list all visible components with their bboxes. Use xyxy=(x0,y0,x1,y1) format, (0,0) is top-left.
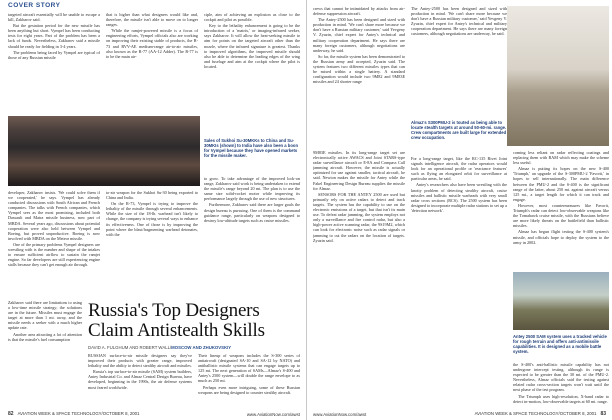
paragraph: SENSORS FOR THE ANTEY 2500 are used but primarily rely on active radars to detect and track targets. The system has the capability to use on the electronic emissions of a target, but that isn't its main use. To defeat radar jamming, the system employs not only a surveillance and fire control radar, but also a high-power active scanning radar, the 9S19M2, which can look for electronic noise such as radar signals or jamming to cut the radars on the location of targets. Zyuzin said. xyxy=(313,191,405,243)
right-col2b xyxy=(411,156,507,404)
page-number: 83 xyxy=(600,411,606,417)
paragraph: 9M83E missiles. In its long-range target set are electronically active AWACS and Joint STARS-type radar surveillance aircraft or E-8A and Compass Call jamming aircraft. However, the missile is actually optimized for use against smaller, tactical aircraft, he said. Newton makes the missile for Antey while the Fakel Engineering Design Bureau supplies the missile for Almaz. xyxy=(313,150,405,191)
right-page xyxy=(306,0,612,420)
left-col2-top xyxy=(106,12,198,114)
paragraph: coming less reliant on radar reflecting coatings and replacing them with RAM which may make the scheme less useful. xyxy=(513,150,609,166)
paragraph: The Antey-2500 has been designed and sized with production in mind. 'We can't share more because we don't have a Russian military customer,' said Yevgeny V. Zyuzin, chief expert for Antey's technical and military cooperation department. He says there are many foreign customers, although negotiations are underway, he said. xyxy=(411,6,507,37)
paragraph: to-air weapon for the Sukhoi Su-30 being exported to China and India. xyxy=(106,190,198,201)
paragraph: Zakharov said there are limitations to using a low-time missile strategy; the solutions are in the future. Missiles must engage the target at more than 1 mi. away, and the missile needs a seeker with a much higher update rate. xyxy=(8,300,82,331)
left-col1-mid xyxy=(8,190,100,298)
paragraph: that is higher than what designers would like and, therefore, the missile isn't able to move on to longer ranges. xyxy=(106,12,198,28)
paragraph: developer, Zakharov insists. 'We could solve them if we cooperated,' he says. Vympel has already conducted discussions with South African and French companies. The talks with French companies, which Vympel sees as the most promising, included both Dassault and Matra missile business, now part of MBDA. Several years ago, discussions about potential cooperation were also held between Vympel and Boeing, but proved unproductive. Boeing is now involved with MBDA on the Meteor missile. xyxy=(8,190,100,241)
paragraph: Russia's top surface-to-air missile (SAM) system builders, Antey Industrial Co. and Almaz Central Design Bureau, have developed, beginning in the 1990s, the air defense systems most feared worldwide. xyxy=(88,369,192,390)
story-headline: Russia's Top Designers Claim Antistealth Skills xyxy=(88,300,265,341)
paragraph: Key to the lethality enhancement is going to be the introduction of a 'matrix,' or imaging-infrared seeker, says Zakharov. It will allow the heat-seeking missile to aim for points on the targeted aircraft other than the nozzle, where the infrared signature is greatest. Thanks to improved algorithms, the improved missile should also be able to determine the leading edges of the wing and fuselage and aim at the cockpit where the pilot is located. xyxy=(204,23,300,69)
left-footer-url: www.AviationNow.com/awst xyxy=(246,412,300,417)
right-col3-lower xyxy=(513,362,609,404)
paragraph: ciple, aim of achieving an explosion as close to the cockpit and pilot as possible. xyxy=(204,12,300,23)
left-col2-mid xyxy=(106,190,198,290)
s300-launcher-photo xyxy=(507,6,609,146)
paragraph: Antey's researchers also have been wrestling with the knotty problem of detecting stealthy aircraft, cruise missiles and ballistic missile warheads with very small radar cross sections (RCS). The 2500 system has been designed to incorporate multiple radar stations to set up a 'detection network'. xyxy=(411,182,507,213)
antey-caption: Antey 2500 SAM system uses a tracked vehicle for rough terrain and offers anti-antimissile capabilities. It is designed as a mobile battle system. xyxy=(513,334,607,355)
left-col3-bottom xyxy=(198,353,300,405)
left-col3-mid xyxy=(204,176,300,290)
missile-launch-photo xyxy=(8,116,200,186)
byline-location: MOSCOW AND ZHUKOVSKIY xyxy=(171,345,232,350)
left-col3-top xyxy=(204,12,300,112)
right-col3 xyxy=(513,150,609,268)
paragraph: Almaz is putting its hopes on the new S-400 'Triumph,' an upgrade of the S-300PMU-2 'Favorit,' in hopes to sell internationally. The main difference between the PMU-2 and the S-400 is the significant range of the latter, about 250 mi. against aircraft versus 125 mi., a target length for which it can track and engage. xyxy=(513,166,609,202)
antey-2500-photo xyxy=(513,272,609,330)
paragraph: The Antey-2500 has been designed and sized with production in mind. 'We can't share more because we don't have a Russian military customer,' said Yevgeny V. Zyuzin, chief expert for Antey's technical and military cooperation department. He says there are many foreign customers, although negotiations are underway, he said. xyxy=(313,17,405,53)
paragraph: Furthermore, Zakharov said there are larger goals the design bureau is pursuing. One of them is the command guidance range, particularly on weapons designed to destroy low-altitude targets such as cruise missiles. xyxy=(204,202,300,223)
footer-title: AVIATION WEEK & SPACE TECHNOLOGY/OCTOBER 8, 2001 xyxy=(474,411,597,416)
left-col1-bottom xyxy=(8,300,82,404)
paragraph: to grow. To take advantage of the improved lock-on range, Zakharov said work is being undertaken to extend the missile's range beyond 20 mi. The plan is to use the same size solid-rocket motor while improving its performance largely through the use of new structures. xyxy=(204,176,300,202)
footer-title: AVIATION WEEK & SPACE TECHNOLOGY/OCTOBER 8, 2001 xyxy=(17,411,140,416)
left-col2-bottom xyxy=(88,353,192,405)
story-byline xyxy=(88,345,231,350)
su30-caption: Sales of Sukhoi Su-30MKKs to China and Su-30MKIs (shown) to India have also been a boon for Vympel because they have opened markets for the missile maker. xyxy=(204,138,298,159)
paragraph: The problems being faced by Vympel are typical of those of any Russian missile xyxy=(8,49,100,60)
paragraph: Almaz has begun flight testing the S-400 system's missile, and officials hope to deploy the system to the army in 2002. xyxy=(513,229,609,245)
right-col2-top xyxy=(411,6,507,138)
left-col1-top xyxy=(8,12,100,114)
left-footer xyxy=(8,411,139,417)
page-number: 82 xyxy=(8,411,14,417)
paragraph: crews that cannot be intimidated by attacks from air-defense suppression aircraft. xyxy=(313,6,405,17)
paragraph: targeted aircraft essentially will be unable to escape a kill, Zakharov said. xyxy=(8,12,100,23)
paragraph: RUSSIAN surface-to-air missile designers say they've improved their products with greater range, improved lethality and the ability to detect stealthy aircraft and missiles. xyxy=(88,353,192,369)
right-footer xyxy=(475,411,606,417)
paragraph: One of the primary problems Vympel designers are wrestling with is the number and shape of the intakes to ensure sufficient airflow to sustain the ramjet engine. So far developers are still experiencing engine stalls because they can't get enough air through. xyxy=(8,241,100,268)
section-label: COVER STORY xyxy=(8,2,61,9)
paragraph: 'While the ramjet-powered missile is a focus of engineering efforts, Vympel officials also are working on improving their existing stable of products, the R-73 and RVV-AE medium-range air-to-air missiles, also known as the R-77 (AA-12 Adder). The R-77 is to be the main air- xyxy=(106,28,198,59)
paragraph: the S-400's anti-ballistic missile capability has not undergone intercept testing, although its range is expected to be greater than the 30 mi. of the PMU-2. Nevertheless, Almaz officials said the testing against related radar cross-section targets won't wait until the next phase of the test program. xyxy=(513,362,609,393)
paragraph: But the gestation period for the new missile has been anything but short. Vympel has been conducting tests for eight years. Part of the problem has been a lack of funds. Nevertheless, Zakharov said a missile should be ready for fielding in 3-4 years. xyxy=(8,23,100,49)
paragraph: Perhaps even more intriguing, some of these Russian weapons are being designed to counter stealthy aircraft. xyxy=(198,384,300,395)
paragraph: For a long-range target, like the RC-135 Rivet Joint signals intelligence aircraft, the radar operators would look for an operational profile or 'reactance features' such as flying an elongated orbit for surveillance at particular areas, he said. xyxy=(411,156,507,182)
paragraph: On the R-73, Vympel is trying to improve the lethality of the missile through several enhancements. While the size of the 18-lb. warhead isn't likely to change, the company is trying several ways to enhance its effectiveness. One of those is by improving the point where the blast/fragmenting warhead detonates, with the xyxy=(106,201,198,237)
right-col1 xyxy=(313,6,405,138)
right-footer-url: www.AviationNow.com/awst xyxy=(313,412,367,417)
byline-authors: DAVID A. FULGHUM AND ROBERT WALL/ xyxy=(88,345,172,350)
paragraph: Their lineup of weapons includes the S-300 series of antiaircraft (designated SA-10 and SA-12 by NATO) and antiballistic missile systems that can engage targets up to 125 mi. The next generation of SAMs—Almaz's S-400 and Antey's 2500 system—will double the range envelope to as much as 250 mi. xyxy=(198,353,300,384)
paragraph: So far, the missile system has been demonstrated to the Russian army and accepted, Zyuzin said. The system features two different missiles types that can be mixed within a single battery. A standard configuration would include two 9M82 and 9M83E missiles and 24 shorter range xyxy=(313,53,405,85)
paragraph: However, most countermeasures like Favorit, Triumph's radar can detect low-observable weapons like the Tomahawk cruise missile, with the Russians believe are more likely threats on the battlefield than ballistic missiles. xyxy=(513,202,609,229)
almaz-caption: Almaz's S300PMU-2 is touted as being able to locate stealth targets at around 50-60-mi. range. Crew compartments are built large for extended crew occupation. xyxy=(411,120,507,141)
paragraph: Another area attracting a lot of attention is that the missile's fuel consumption xyxy=(8,331,82,342)
right-col2 xyxy=(313,150,405,404)
paragraph: The Triumph uses high-resolution, X-band radar to detect in-motion, low-observable targets at 60 mi. range. xyxy=(513,393,609,404)
